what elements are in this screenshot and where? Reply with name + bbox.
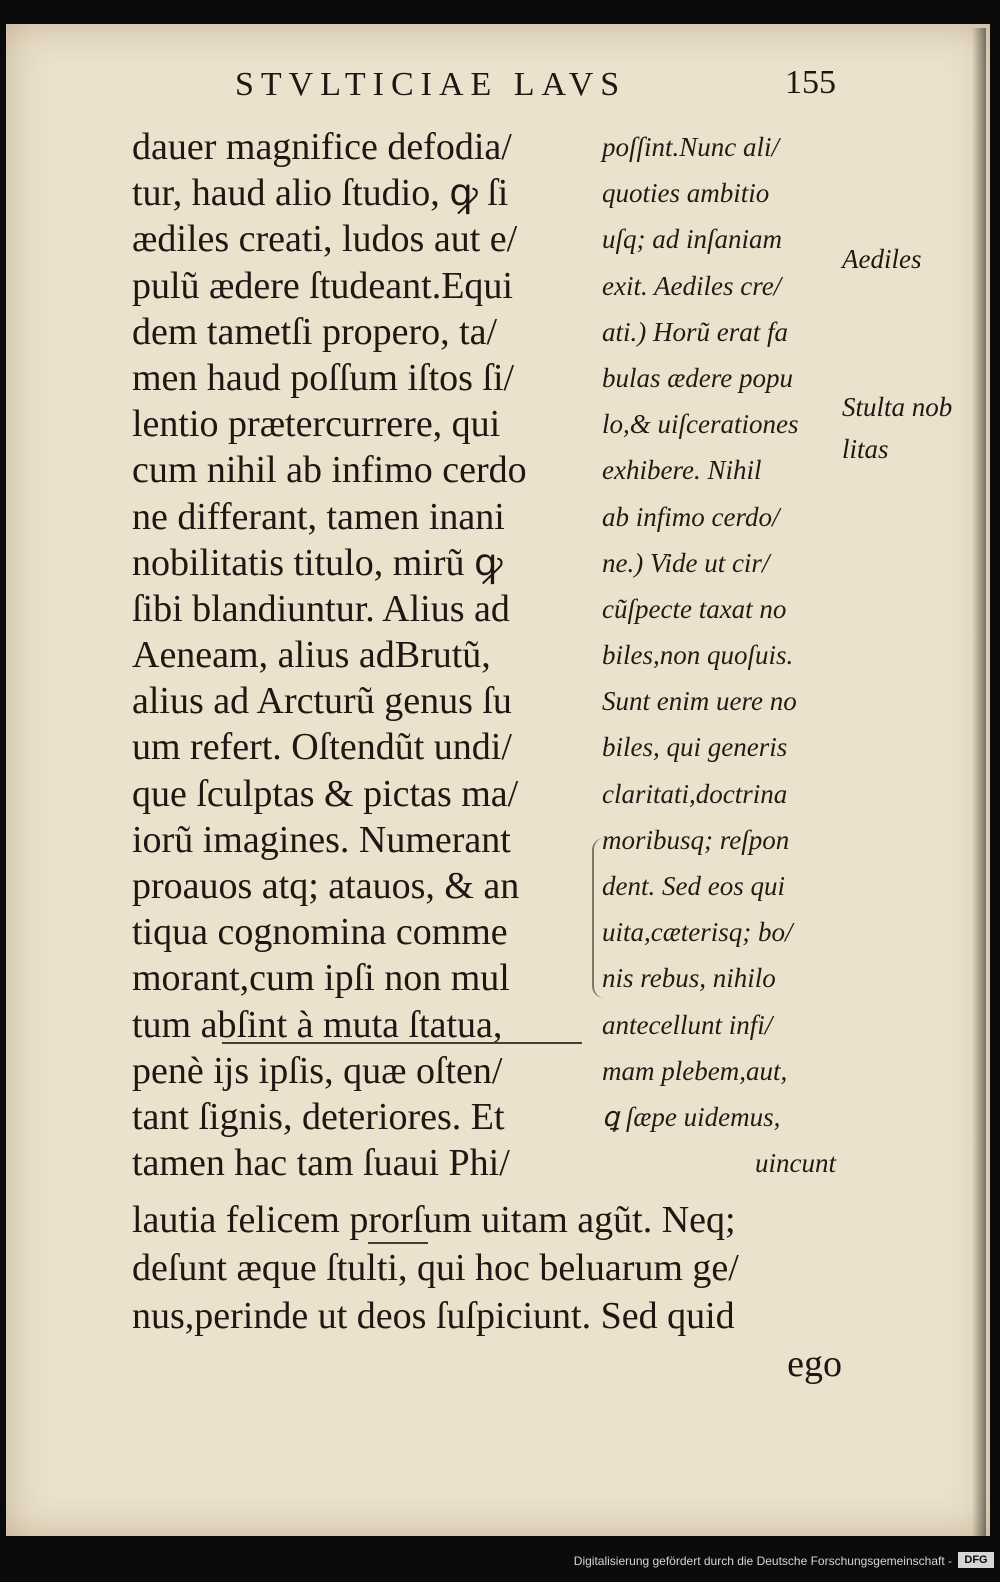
text-line: tur, haud alio ſtudio, ꝙ ſi [132, 172, 509, 215]
gloss-line: ꝗ ſæpe uidemus, [602, 1101, 781, 1132]
text-line: Aeneam, alius adBrutũ, [132, 634, 491, 677]
text-line: que ſculptas & pictas ma/ [132, 772, 519, 815]
gloss-line: ati.) Horũ erat fa [602, 316, 788, 347]
sidenote-stulta-nobilitas: Stulta nob [842, 392, 953, 422]
text-line: deſunt æque ſtulti, qui hoc beluarum ge/ [132, 1247, 739, 1289]
gloss-line: uſq; ad inſaniam [602, 224, 782, 255]
text-line: cum nihil ab infimo cerdo [132, 449, 527, 492]
gloss-line: dent. Sed eos qui [602, 871, 785, 901]
text-line: penè ijs ipſis, quæ oſten/ [132, 1049, 503, 1092]
gloss-line: exit. Aediles cre/ [602, 270, 782, 301]
gloss-line: quoties ambitio [602, 178, 770, 209]
gloss-line: nis rebus, nihilo [602, 963, 776, 994]
text-line: pulũ ædere ſtudeant.Equi [132, 264, 513, 307]
page-number: 155 [785, 64, 836, 101]
running-title: STVLTICIAE LAVS [235, 66, 627, 103]
gloss-line: uita,cæterisq; bo/ [602, 917, 793, 948]
sidenote-aediles: Aediles [842, 244, 922, 274]
handwritten-underline [222, 1042, 582, 1044]
text-line: ædiles creati, ludos aut e/ [132, 218, 518, 261]
bottom-text-block [132, 1196, 852, 1388]
gloss-line: cũſpecte taxat no [602, 593, 787, 624]
gloss-line: Sunt enim uere no [602, 686, 797, 717]
text-line: men haud poſſum iſtos ſi/ [132, 356, 515, 399]
text-line: proauos atq; atauos, & an [132, 865, 520, 907]
sidenote-litas: litas [842, 434, 889, 464]
gloss-line: lo,& uiſcerationes [602, 409, 799, 440]
text-line: tiqua cognomina comme [132, 911, 508, 954]
gloss-line: bulas ædere popu [602, 362, 793, 393]
text-line: nus,perinde ut deos ſuſpiciunt. Sed quid [132, 1295, 735, 1337]
text-line: iorũ imagines. Numerant [132, 818, 511, 861]
dfg-logo: DFG [958, 1552, 994, 1568]
gloss-line: mam plebem,aut, [602, 1055, 788, 1086]
text-line: morant,cum ipſi non mul [132, 957, 510, 1000]
text-line: dem tametſi propero, ta/ [132, 310, 498, 353]
gloss-line: biles,non quoſuis. [602, 640, 794, 671]
text-line: tamen hac tam ſuaui Phi/ [132, 1142, 510, 1185]
gloss-line: claritati,doctrina [602, 778, 788, 809]
gloss-column [602, 124, 842, 1186]
gloss-line: biles, qui generis [602, 732, 788, 763]
gloss-line: antecellunt infi/ [602, 1009, 773, 1040]
text-line: alius ad Arcturũ genus ſu [132, 680, 512, 723]
main-text-column [132, 124, 592, 1186]
text-line: dauer magnifice defodia/ [132, 126, 512, 168]
margin-bracket [592, 838, 604, 998]
gloss-line: exhibere. Nihil [602, 455, 762, 486]
page-edge-shadow [972, 28, 986, 1536]
text-line: nobilitatis titulo, mirũ ꝙ [132, 541, 503, 584]
catchword: ego [787, 1343, 842, 1385]
gloss-line: uincunt [755, 1148, 836, 1179]
text-line: tant ſignis, deteriores. Et [132, 1095, 505, 1138]
text-line: ne differant, tamen inani [132, 495, 505, 538]
gloss-line: moribusq; reſpon [602, 824, 790, 855]
text-line: ſibi blandiuntur. Alius ad [132, 587, 510, 630]
text-line: um refert. Oſtendũt undi/ [132, 726, 512, 769]
text-line: lautia felicem prorſum uitam agũt. Neq; [132, 1199, 736, 1241]
footer-credit: Digitalisierung gefördert durch die Deutsche Forschungsgemeinschaft - [573, 1554, 952, 1568]
text-line: tum abſint à muta ſtatua, [132, 1003, 503, 1046]
gloss-line: ab infimo cerdo/ [602, 501, 780, 532]
gloss-line: ne.) Vide ut cir/ [602, 547, 770, 578]
text-line: lentio prætercurrere, qui [132, 403, 501, 446]
gloss-line: poſſint.Nunc ali/ [602, 132, 780, 162]
